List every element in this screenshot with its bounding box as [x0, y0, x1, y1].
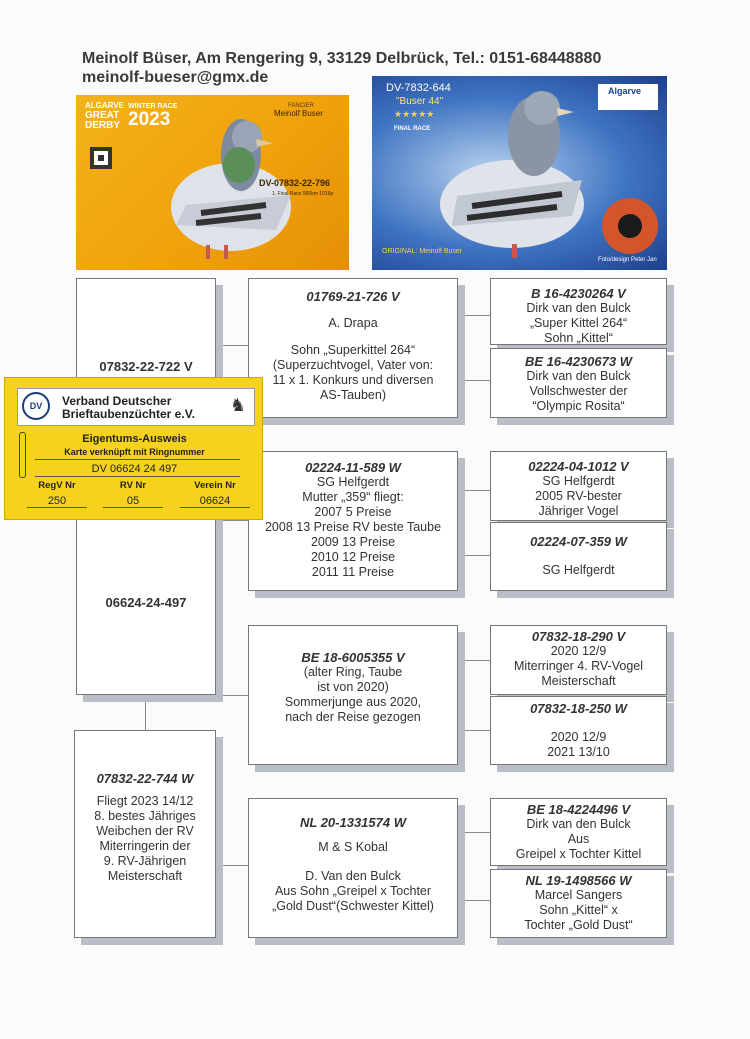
connector-line [457, 730, 490, 731]
photo2-name: "Buser 44" [396, 96, 444, 107]
box-text: 2010 12 Preise [310, 550, 396, 564]
ring-number: 06624-24-497 [105, 595, 187, 610]
pedigree-grandsire-2 [248, 625, 458, 765]
card-divider [35, 476, 240, 477]
box-text: 2005 RV-bester [535, 489, 622, 503]
ring-number: BE 18-4224496 V [526, 802, 631, 817]
card-divider [35, 459, 240, 460]
pedigree-ggp-4 [490, 522, 667, 591]
photo2-logo: Algarve [608, 86, 642, 96]
box-text: Sohn „Superkittel 264“ [290, 343, 416, 357]
photo2-owner: ORIGINAL: Meinolf Buser [382, 248, 463, 255]
box-text: A. Drapa [328, 316, 378, 330]
connector-line [457, 660, 490, 661]
ring-number: 02224-04-1012 V [528, 459, 629, 474]
box-text: Meisterschaft [541, 674, 616, 688]
box-text: SG Helfgerdt [316, 475, 390, 489]
derby-logo [85, 101, 124, 131]
connector-line [457, 490, 490, 491]
card-org [62, 395, 195, 421]
race-label: WINTER RACE [128, 103, 178, 110]
fancier-name: Meinolf Buser [274, 109, 323, 118]
ring-number: 07832-22-722 V [99, 359, 193, 374]
pedigree-ggp-2 [490, 348, 667, 418]
box-text: 2021 13/10 [547, 745, 610, 759]
ring-number: 02224-07-359 W [530, 534, 627, 549]
ring-number: BE 18-6005355 V [301, 650, 405, 665]
connector-line [457, 900, 490, 901]
photo2-credit: Foto/design Peter Jan [598, 257, 657, 263]
pedigree-ggp-1 [490, 278, 667, 345]
photo-ring-number: DV-07832-22-796 [259, 178, 331, 188]
card-col1-value: 250 [27, 495, 87, 508]
header-address: Meinolf Büser, Am Rengering 9, 33129 Delbrück, Tel.: 0151-68448880 [82, 50, 602, 67]
box-text: (alter Ring, Taube [303, 665, 403, 679]
ring-number: 07832-18-290 V [531, 629, 626, 644]
card-col1-label: RegV Nr [38, 480, 76, 491]
card-header [17, 388, 255, 426]
ring-number: 07832-22-744 W [96, 771, 194, 786]
box-text: „Super Kittel 264“ [529, 316, 628, 330]
ring-number: BE 16-4230673 W [525, 354, 632, 369]
connector-line [457, 315, 490, 316]
pigeon-photo-left [76, 95, 349, 270]
box-text: Marcel Sangers [534, 888, 623, 902]
box-text: Meisterschaft [107, 869, 183, 883]
photo2-final: FINAL RACE [394, 126, 431, 132]
card-col3-value: 06624 [180, 495, 250, 508]
ring-number: NL 19-1498566 W [525, 873, 632, 888]
card-subtitle: Karte verknüpft mit Ringnummer [64, 447, 205, 457]
pigeon-photo-right [372, 76, 667, 270]
pedigree-granddam-2 [248, 798, 458, 938]
star-icons: ★★★★★ [394, 109, 435, 119]
ring-number: 02224-11-589 W [305, 460, 401, 475]
box-text: 2009 13 Preise [310, 535, 396, 549]
eagle-icon: ♞ [229, 395, 246, 415]
box-text: 2008 13 Preise RV beste Taube [264, 520, 442, 534]
box-text: Sommerjunge aus 2020, [284, 695, 422, 709]
photo-note: 1. Final Race 900km 1016p [272, 191, 334, 197]
connector-line [145, 695, 146, 730]
box-text: Miterringer 4. RV-Vogel [514, 659, 643, 673]
connector-line [457, 555, 490, 556]
pedigree-ggp-3 [490, 451, 667, 521]
box-text: ist von 2020) [317, 680, 389, 694]
pedigree-ggp-7 [490, 798, 667, 866]
box-text: M & S Kobal [318, 840, 388, 854]
box-text: 8. bestes Jähriges [94, 809, 196, 823]
connector-line [215, 695, 248, 696]
connector-line [215, 865, 248, 866]
box-text: „Gold Dust“(Schwester Kittel) [272, 899, 434, 913]
derby-logo-derby: DERBY [85, 120, 121, 131]
card-org-line1: Verband Deutscher [62, 394, 172, 408]
connector-line [457, 380, 490, 381]
connector-line [215, 520, 248, 521]
box-text: Tochter „Gold Dust“ [524, 918, 633, 932]
box-text: Aus Sohn „Greipel x Tochter [274, 884, 432, 898]
box-text: Sohn „Kittel“ x [539, 903, 618, 917]
box-text: Miterringerin der [99, 839, 191, 853]
derby-logo-great: GREAT [85, 110, 120, 121]
ring-number: 07832-18-250 W [530, 701, 627, 716]
pedigree-grandsire-1 [248, 278, 458, 418]
card-col2-value: 05 [103, 495, 163, 508]
connector-line [215, 345, 248, 346]
box-text: SG Helfgerdt [542, 474, 615, 488]
photo2-ring: DV-7832-644 [386, 82, 451, 94]
fancier-label: FANCIER [288, 103, 315, 109]
box-text: Vollschwester der [529, 384, 628, 398]
card-title: Eigentums-Ausweis [82, 433, 187, 445]
box-text: 11 x 1. Konkurs und diversen [272, 373, 434, 387]
ring-number: 01769-21-726 V [306, 289, 400, 304]
derby-logo-small: ALGARVE [85, 101, 124, 110]
box-text: Fliegt 2023 14/12 [96, 794, 194, 808]
box-text: 2011 11 Preise [311, 565, 395, 579]
race-year: 2023 [128, 109, 171, 130]
pedigree-ggp-6 [490, 696, 667, 765]
box-text: 2020 12/9 [550, 730, 607, 744]
box-text: (Superzuchtvogel, Vater von: [272, 358, 434, 372]
box-text: Sohn „Kittel“ [544, 331, 613, 345]
box-text: 2007 5 Preise [314, 505, 392, 519]
card-col2-label: RV Nr [119, 480, 147, 491]
box-text: D. Van den Bulck [305, 869, 401, 883]
ownership-card [4, 377, 263, 520]
box-text: 9. RV-Jährigen [103, 854, 187, 868]
box-text: Aus [567, 832, 590, 846]
box-text: Dirk van den Bulck [526, 301, 631, 315]
dv-logo-icon: DV [22, 392, 50, 420]
box-text: Weibchen der RV [96, 824, 194, 838]
box-text: Jähriger Vogel [538, 504, 619, 518]
card-org-line2: Brieftaubenzüchter e.V. [62, 407, 195, 421]
box-text: SG Helfgerdt [542, 563, 615, 577]
box-text: “Olympic Rosita“ [532, 399, 625, 413]
ring-number: NL 20-1331574 W [300, 815, 406, 830]
header-email: meinolf-bueser@gmx.de [82, 69, 269, 86]
box-text: Greipel x Tochter Kittel [515, 847, 642, 861]
pedigree-ggp-5 [490, 625, 667, 695]
connector-line [457, 832, 490, 833]
box-text: 2020 12/9 [550, 644, 607, 658]
pedigree-granddam-1 [248, 451, 458, 591]
box-text: Dirk van den Bulck [526, 369, 631, 383]
pedigree-dam [74, 730, 216, 938]
box-text: nach der Reise gezogen [285, 710, 421, 724]
box-text: AS-Tauben) [319, 388, 386, 402]
card-ring: DV 06624 24 497 [91, 463, 178, 475]
card-col3-label: Verein Nr [194, 480, 236, 491]
box-text: Mutter „359“ fliegt: [302, 490, 404, 504]
ring-number: B 16-4230264 V [531, 286, 626, 301]
box-text: Dirk van den Bulck [526, 817, 631, 831]
pedigree-ggp-8 [490, 869, 667, 938]
